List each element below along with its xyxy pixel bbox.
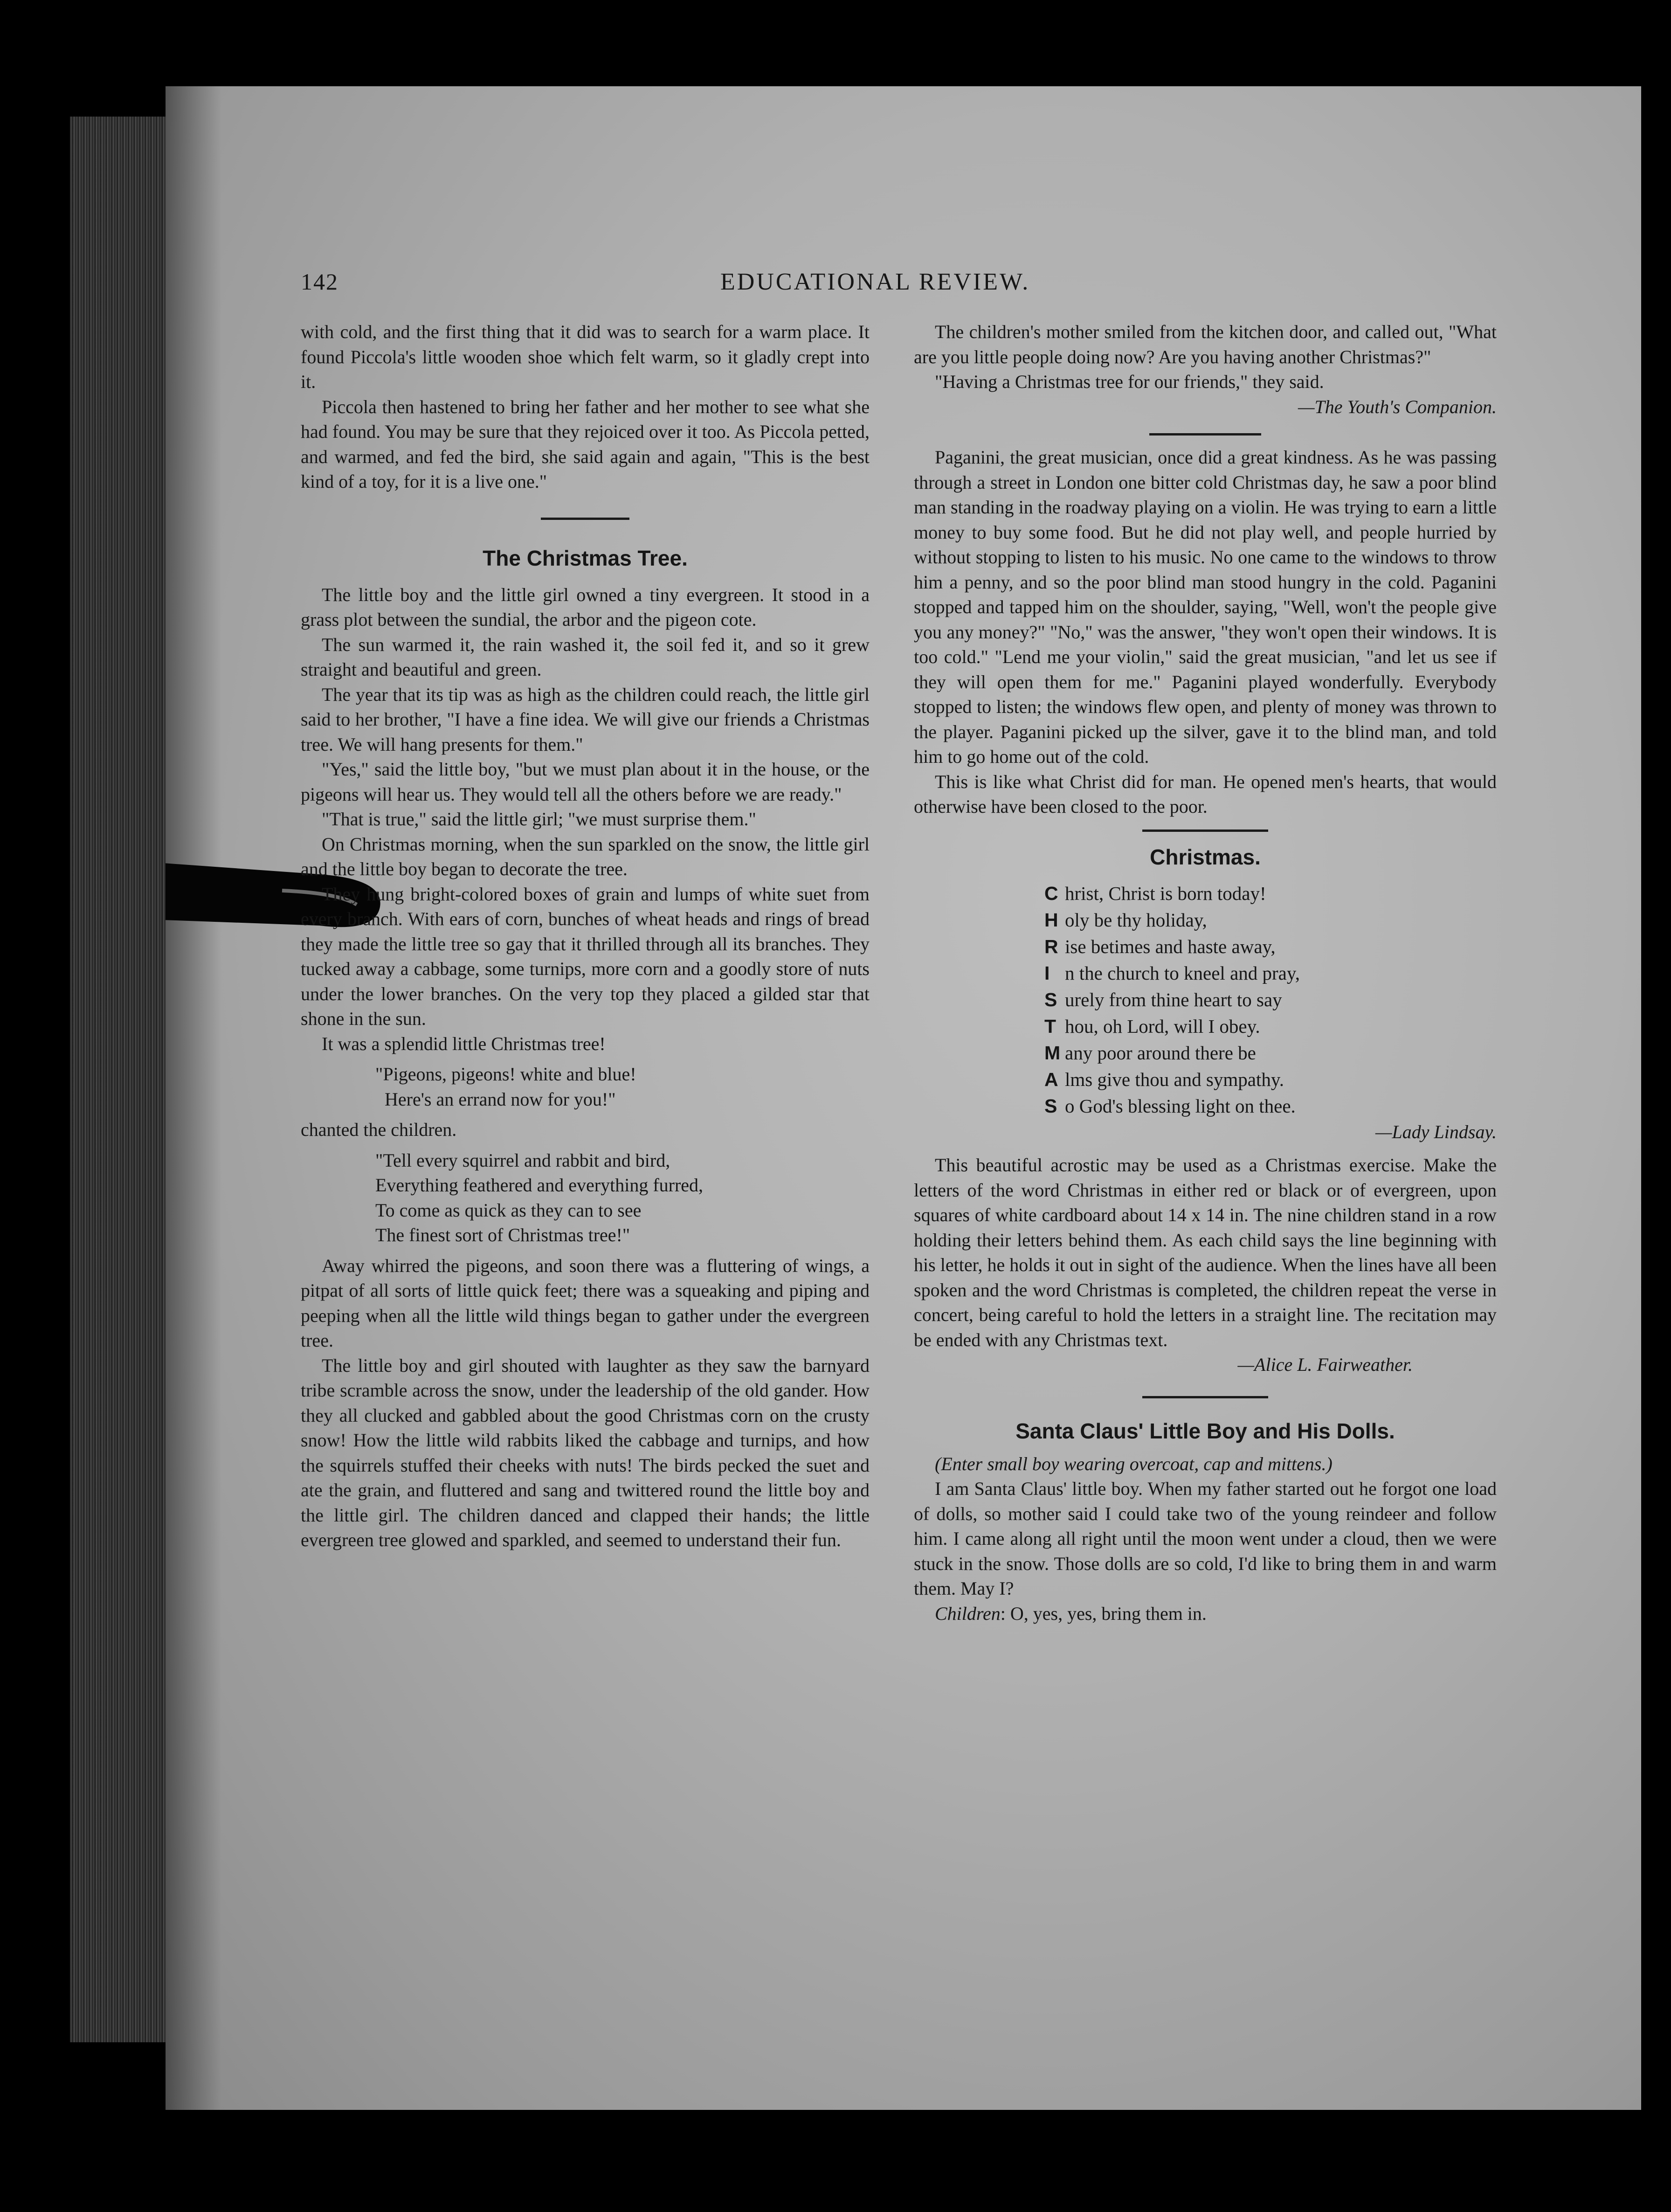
acrostic-text: any poor around there be bbox=[1065, 1042, 1256, 1064]
stage-direction: (Enter small boy wearing overcoat, cap and mittens.) bbox=[935, 1453, 1333, 1474]
acrostic-line bbox=[1044, 1093, 1497, 1120]
paragraph: chanted the children. bbox=[301, 1119, 457, 1140]
paragraph: The little boy and the little girl owned a tiny evergreen. It stood in a grass plot between the sundial, the arbor and the pigeon cote. bbox=[301, 584, 870, 630]
verse-line: "Tell every squirrel and rabbit and bird, bbox=[375, 1149, 670, 1171]
acrostic-text: lms give thou and sympathy. bbox=[1065, 1068, 1284, 1090]
paragraph: On Christmas morning, when the sun sparkled on the snow, the little girl and the little boy began to decorate the tree. bbox=[301, 833, 870, 879]
speaker-label: Children bbox=[935, 1603, 1001, 1624]
divider bbox=[1142, 1396, 1268, 1398]
verse-line: To come as quick as they can to see bbox=[375, 1199, 642, 1221]
divider bbox=[541, 518, 629, 520]
acrostic-line bbox=[1044, 960, 1497, 987]
divider bbox=[1149, 433, 1261, 435]
paragraph: "That is true," said the little girl; "we must surprise them." bbox=[322, 809, 756, 830]
acrostic-text: hou, oh Lord, will I obey. bbox=[1065, 1015, 1260, 1037]
acrostic-letter: H bbox=[1044, 909, 1058, 931]
running-head: EDUCATIONAL REVIEW. bbox=[720, 269, 1030, 295]
acrostic-text: oly be thy holiday, bbox=[1065, 909, 1207, 931]
section-title-santa: Santa Claus' Little Boy and His Dolls. bbox=[1015, 1418, 1395, 1443]
paragraph: Paganini, the great musician, once did a great kindness. As he was passing through a street in London one bitter cold Christmas day, he saw a poor blind man standing in the roadway playing on a violin. He was trying to earn a little money to buy some food. But he did not play well, and people hurried by without stopping to listen to his music. No one came to the windows to throw him a penny, and so the poor blind man stood hungry in the cold. Paganini stopped and tapped him on the shoulder, saying, "Well, won't the people give you any money?" "No," was the answer, "they won't open their windows. It is too cold." "Lend me your violin," said the great musician, "and let us see if they will open them for me." Paganini played wonderfully. Everybody stopped to listen; the windows flew open, and plenty of money was thrown to the player. Paganini picked up the silver, gave it to the blind man, and told him to go home out of the cold. bbox=[914, 447, 1497, 767]
paragraph: "Having a Christmas tree for our friends," they said. bbox=[935, 371, 1324, 392]
acrostic-line bbox=[1044, 1040, 1497, 1066]
acrostic-text: hrist, Christ is born today! bbox=[1065, 882, 1266, 904]
acrostic-letter: S bbox=[1044, 988, 1057, 1010]
paragraph: Piccola then hastened to bring her father and her mother to see what she had found. You may be sure that they rejoiced over it too. As Piccola petted, and warmed, and fed the bird, she said again and again, "This is the best kind of a toy, for it is a live one." bbox=[301, 396, 870, 492]
acrostic-letter: C bbox=[1044, 882, 1058, 904]
acrostic-line bbox=[1044, 1066, 1497, 1093]
acrostic-letter: T bbox=[1044, 1015, 1056, 1037]
paragraph: It was a splendid little Christmas tree! bbox=[322, 1033, 606, 1054]
page-header bbox=[301, 268, 1639, 301]
verse-line: Everything feathered and everything furred, bbox=[375, 1175, 704, 1196]
acrostic-line bbox=[1044, 907, 1497, 933]
acrostic-text: urely from thine heart to say bbox=[1065, 988, 1282, 1010]
acrostic-line bbox=[1044, 933, 1497, 960]
attribution: —Alice L. Fairweather. bbox=[1237, 1354, 1413, 1375]
paragraph: The year that its tip was as high as the children could reach, the little girl said to her brother, "I have a fine idea. We will give our friends a Christmas tree. We will hang presents for them." bbox=[301, 684, 870, 755]
acrostic-letter: A bbox=[1044, 1068, 1058, 1090]
acrostic-letter: S bbox=[1044, 1095, 1057, 1117]
verse-line: "Pigeons, pigeons! white and blue! bbox=[375, 1064, 636, 1085]
section-title-christmas-tree: The Christmas Tree. bbox=[483, 546, 688, 570]
left-column bbox=[301, 319, 870, 1553]
acrostic-text: ise betimes and haste away, bbox=[1065, 935, 1276, 957]
acrostic-letter: M bbox=[1044, 1042, 1061, 1064]
verse bbox=[301, 1148, 870, 1248]
paragraph: The children's mother smiled from the kitchen door, and called out, "What are you little people doing now? Are you having another Christmas?" bbox=[914, 321, 1497, 367]
acrostic-text: o God's blessing light on thee. bbox=[1065, 1095, 1296, 1117]
paragraph: Away whirred the pigeons, and soon there was a fluttering of wings, a pitpat of all sorts of little quick feet; there was a squeaking and piping and peeping when all the little wild things began to gather under the evergreen tree. bbox=[301, 1255, 870, 1351]
acrostic-letter: I bbox=[1044, 962, 1050, 984]
paragraph: This is like what Christ did for man. He opened men's hearts, that would otherwise have been closed to the poor. bbox=[914, 771, 1497, 817]
paragraph: "Yes," said the little boy, "but we must plan about it in the house, or the pigeons will hear us. They would tell all the others before we are ready." bbox=[301, 759, 870, 805]
page-number: 142 bbox=[301, 269, 338, 295]
verse bbox=[301, 1062, 870, 1112]
acrostic-text: n the church to kneel and pray, bbox=[1065, 962, 1300, 984]
divider bbox=[1142, 830, 1268, 832]
book-page bbox=[166, 86, 1641, 2110]
paragraph: This beautiful acrostic may be used as a Christmas exercise. Make the letters of the word Christmas in either red or black or of evergreen, upon squares of white cardboard about 14 x 14 in. The nine children stand in a row holding their letters behind them. As each child says the line beginning with his letter, he holds it out in sight of the audience. When the lines have all been spoken and the word Christmas is completed, the children repeat the verse in concert, being careful to hold the letters in a straight line. The recitation may be ended with any Christmas text. bbox=[914, 1154, 1497, 1350]
paragraph: I am Santa Claus' little boy. When my father started out he forgot one load of dolls, so mother said I could take two of the young reindeer and follow him. I came along all right until the moon went under a cloud, then we were stuck in the snow. Those dolls are so cold, I'd like to bring them in and warm them. May I? bbox=[914, 1478, 1497, 1599]
dialogue-line bbox=[914, 1601, 1497, 1626]
acrostic-poem bbox=[914, 880, 1497, 1120]
acrostic-line bbox=[1044, 880, 1497, 907]
acrostic-line bbox=[1044, 987, 1497, 1013]
attribution: —Lady Lindsay. bbox=[1375, 1121, 1497, 1142]
dialogue-text: : O, yes, yes, bring them in. bbox=[1000, 1603, 1207, 1624]
right-column bbox=[914, 319, 1497, 1626]
paragraph: The sun warmed it, the rain washed it, the soil fed it, and so it grew straight and beautiful and green. bbox=[301, 634, 870, 680]
paragraph: with cold, and the first thing that it did was to search for a warm place. It found Piccola's little wooden shoe which felt warm, so it gladly crept into it. bbox=[301, 321, 870, 392]
attribution: —The Youth's Companion. bbox=[1298, 396, 1497, 417]
acrostic-letter: R bbox=[1044, 935, 1058, 957]
gutter-shadow bbox=[166, 86, 221, 2110]
paragraph: The little boy and girl shouted with laughter as they saw the barnyard tribe scramble across the snow, under the leadership of the old gander. How they all clucked and gabbled about the good Christmas corn on the crusty snow! How the little wild rabbits liked the cabbage and turnips, and how the squirrels stuffed their cheeks with nuts! The birds pecked the suet and ate the grain, and fluttered and sang and twittered round the little boy and the little girl. The children danced and clapped their hands; the little evergreen tree glowed and sparkled, and seemed to understand their fun. bbox=[301, 1355, 870, 1550]
verse-line: The finest sort of Christmas tree!" bbox=[375, 1224, 630, 1245]
acrostic-line bbox=[1044, 1013, 1497, 1040]
paragraph: They hung bright-colored boxes of grain and lumps of white suet from every branch. With ears of corn, bunches of wheat heads and rings of bread they made the little tree so gay that it thrilled through all its branches. They tucked away a cabbage, some turnips, more corn and a goodly store of nuts under the lower branches. On the very top they placed a gilded star that shone in the sun. bbox=[301, 883, 870, 1029]
book-page-edges bbox=[70, 117, 168, 2042]
verse-line: Here's an errand now for you!" bbox=[385, 1088, 616, 1110]
section-title-christmas: Christmas. bbox=[1150, 844, 1261, 869]
